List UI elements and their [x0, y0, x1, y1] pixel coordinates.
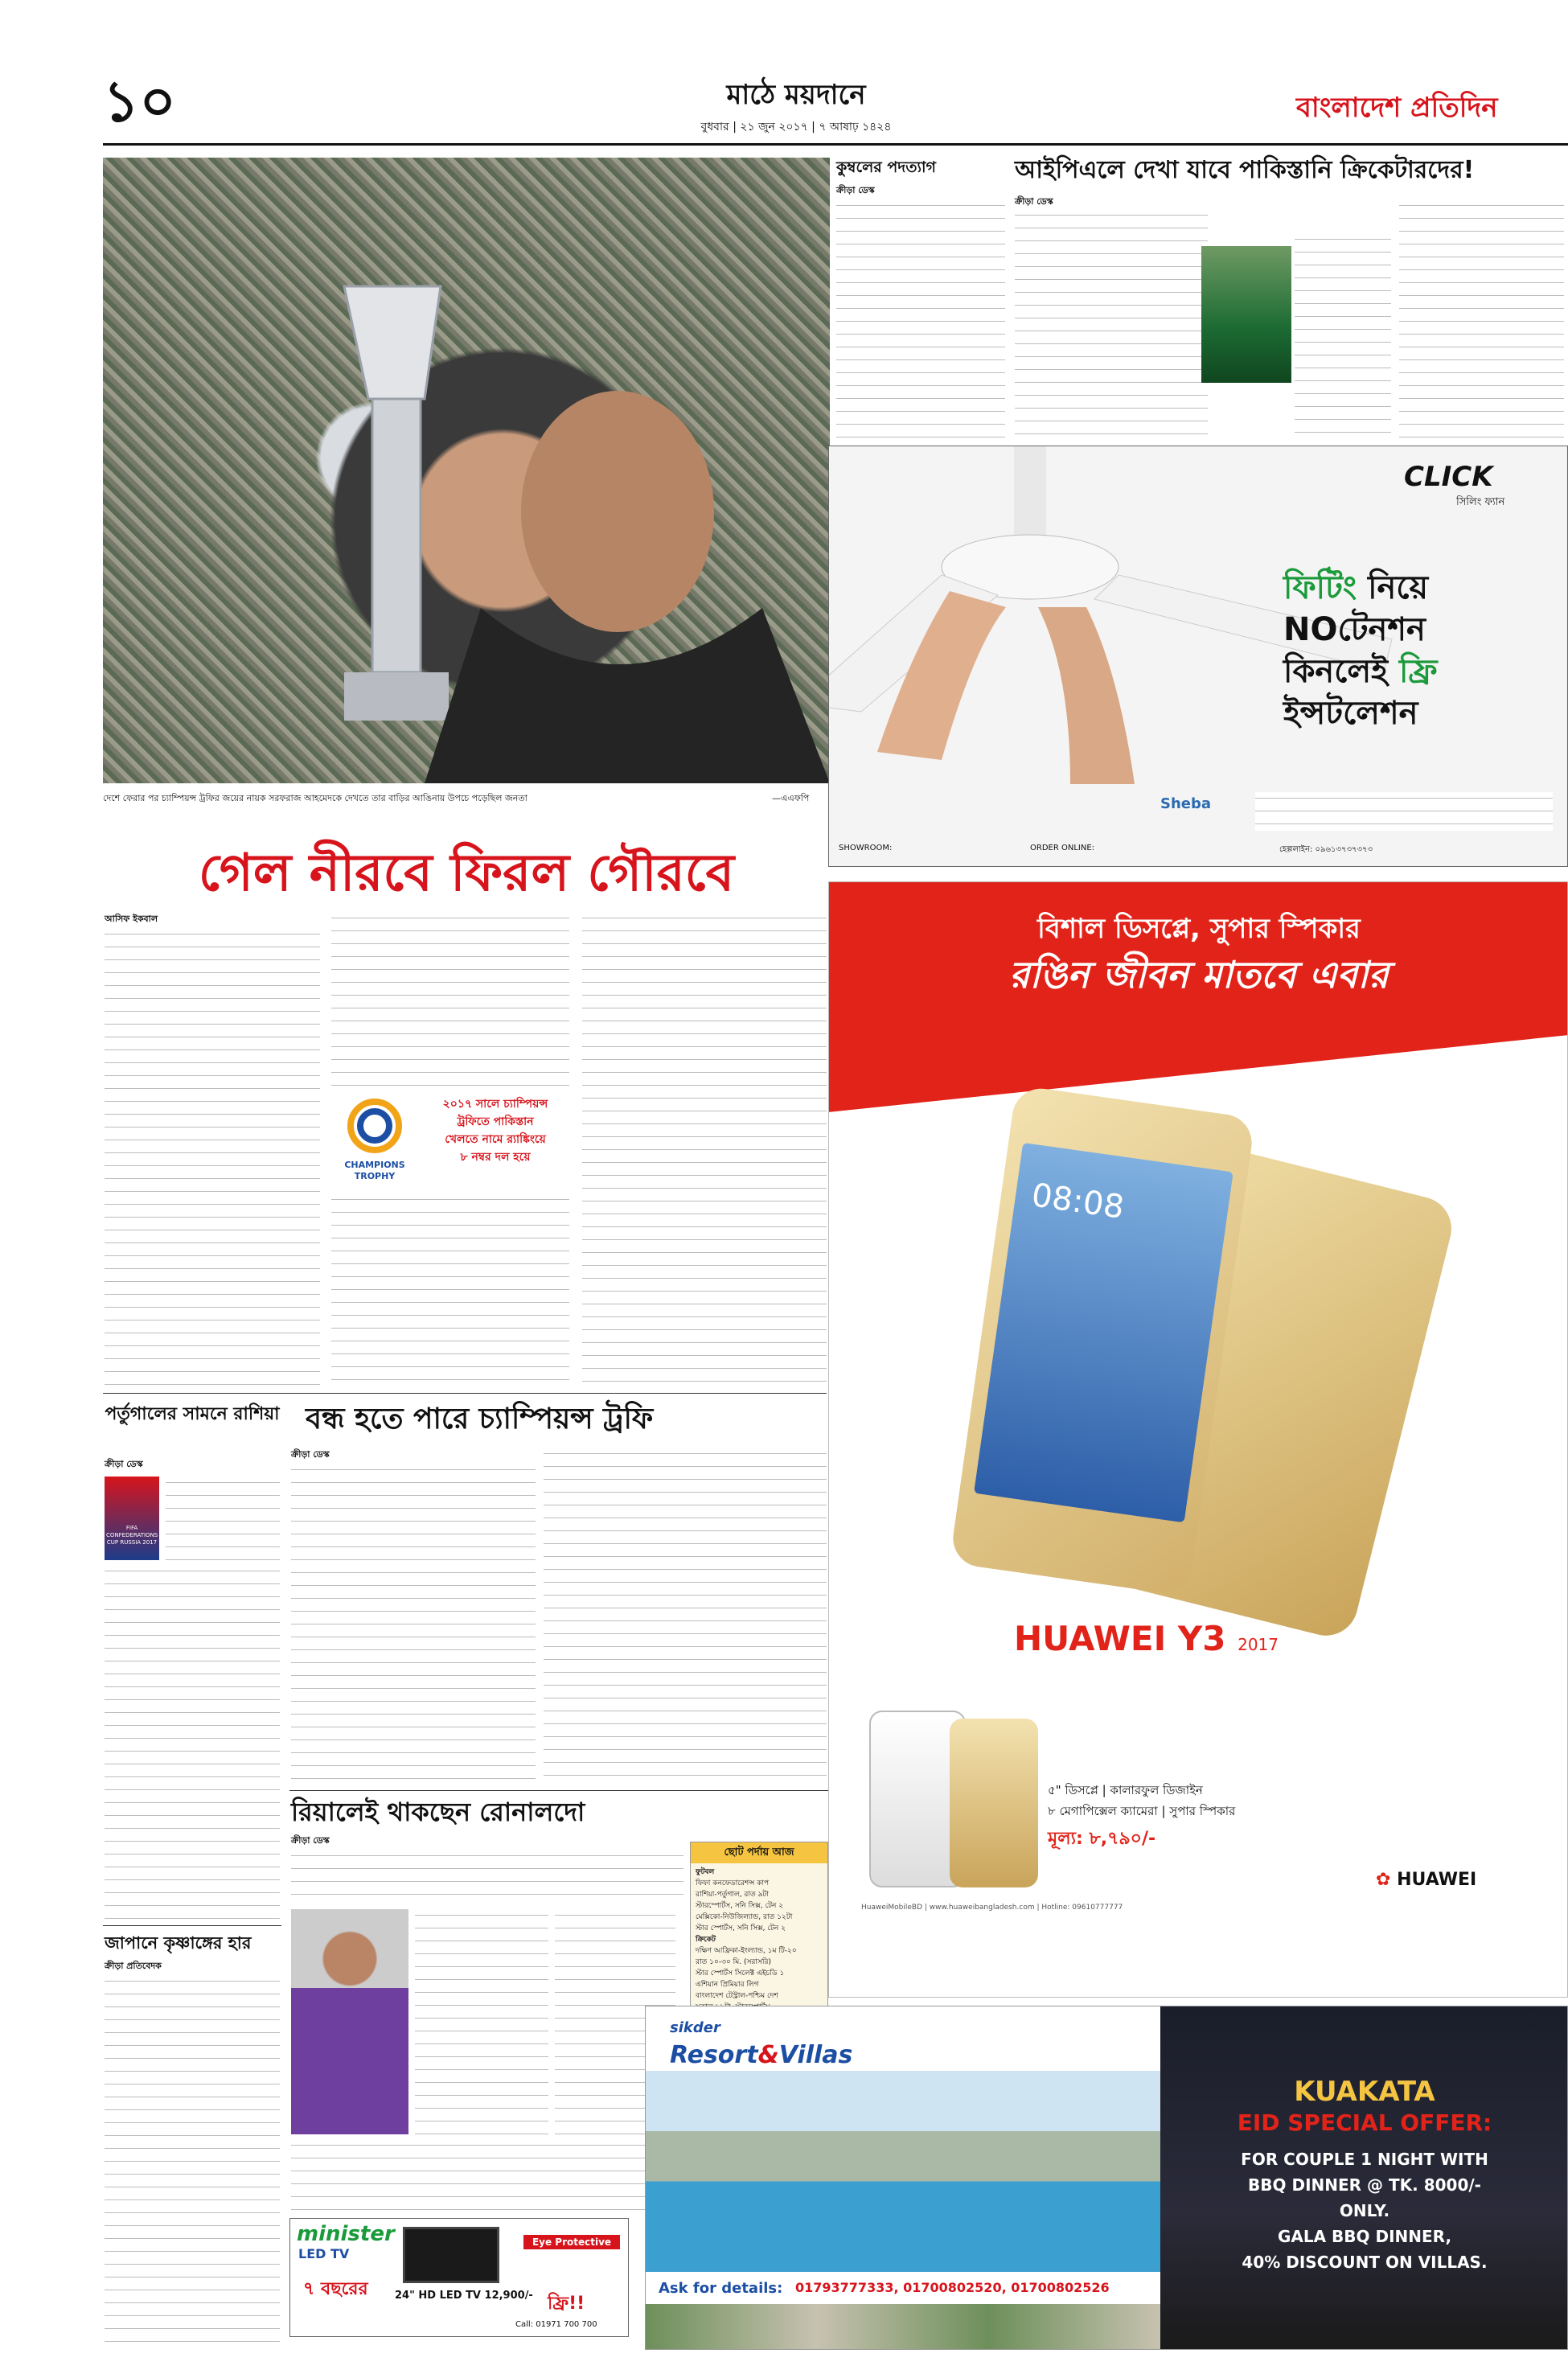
tv-line-8: দক্ষিণ আফ্রিকা-ইংল্যান্ড, ১ম টি-২০: [696, 1947, 797, 1955]
pullquote-line-3: খেলতে নামে র‌্যাঙ্কিংয়ে: [445, 1133, 546, 1146]
slogan-part-1: ফিটিং: [1283, 569, 1357, 606]
trophy-story-title: বন্ধ হতে পারে চ্যাম্পিয়ন্স ট্রফি: [306, 1403, 654, 1435]
ipl-body-col2: [1295, 233, 1391, 441]
confed-cup-logo: [105, 1477, 159, 1560]
tv-box-list: [691, 1863, 827, 2016]
minister-feature: Eye Protective: [523, 2235, 620, 2249]
kuakata-title: KUAKATA: [1294, 2076, 1435, 2108]
click-brand: CLICK: [1404, 461, 1493, 493]
main-pullquote: [421, 1095, 569, 1166]
ronaldo-title: রিয়ালেই থাকছেন রোনালদো: [291, 1797, 585, 1827]
tv-line-12: বাংলাদেশ টেস্ট্রাল-পশ্চিম দেশ: [696, 1992, 778, 2000]
ronaldo-byline: ক্রীড়া ডেস্ক: [291, 1835, 330, 1846]
phone-screen: [974, 1143, 1233, 1522]
tv-line-6: স্টার স্পোর্টস, সনি সিক্স, টেন ২: [696, 1924, 786, 1932]
champions-trophy-logo: [333, 1092, 417, 1187]
offer-line-4: GALA BBQ DINNER,: [1277, 2227, 1452, 2246]
portugal-body-a: [166, 1477, 280, 1560]
resort-ask: Ask for details:: [659, 2280, 783, 2297]
resort-villas-photo: [646, 2304, 1160, 2350]
slogan-part-5: কিনলেই: [1283, 653, 1388, 690]
confed-logo-text: FIFA CONFEDERATIONS CUP RUSSIA 2017: [106, 1525, 158, 1546]
huawei-brand-text: HUAWEI: [1397, 1870, 1477, 1890]
page-number: ১০: [103, 68, 176, 134]
huawei-headline-1: বিশাল ডিসপ্লে, সুপার স্পিকার: [1037, 913, 1361, 945]
click-slogan: [1283, 567, 1557, 734]
ipl-body-col1: [1015, 209, 1208, 441]
minister-tv-ad[interactable]: [289, 2218, 629, 2337]
sarfraz-photo: [103, 158, 830, 783]
huawei-flower-icon: ✿: [1376, 1870, 1398, 1890]
main-byline: আসিফ ইকবাল: [105, 914, 158, 924]
main-headline: গেল নীরবে ফিরল গৌরবে: [198, 843, 735, 903]
japan-byline: ক্রীড়া প্রতিবেদক: [105, 1961, 162, 1971]
small-phone-gold-icon: [950, 1719, 1038, 1887]
click-hotline: হেল্পলাইন: ০৯৬১৩৭৩৭৩৭৩: [1279, 845, 1373, 854]
huawei-model-year: 2017: [1238, 1635, 1279, 1654]
resort-brand-3: Villas: [778, 2041, 853, 2069]
photo-caption: দেশে ফেরার পর চ্যাম্পিয়ন্স ট্রফির জয়ের নায়ক সরফরাজ আহমেদকে দেখতে তার বাড়ির আঙিনায় উপচে পড়েছিল জনতা: [103, 793, 527, 803]
minister-tv-icon: [403, 2227, 499, 2283]
photo-credit: —এএফপি: [772, 793, 810, 803]
tv-box-title: ছোট পর্দায় আজ: [691, 1842, 827, 1863]
huawei-brand: [1376, 1870, 1476, 1890]
huawei-model: [1014, 1619, 1279, 1665]
click-sub: সিলিং ফ্যান: [1456, 496, 1505, 508]
resort-brand-1: sikder: [670, 2019, 720, 2036]
eid-offer-title: EID SPECIAL OFFER:: [1237, 2109, 1492, 2136]
sikder-resort-ad[interactable]: [645, 2006, 1568, 2350]
kumble-title: কুম্বলের পদত্যাগ: [836, 158, 936, 176]
huawei-spec-1: ৫" ডিসপ্লে | কালারফুল ডিজাইন: [1048, 1783, 1203, 1797]
portugal-title: পর্তুগালের সামনে রাশিয়া: [105, 1404, 280, 1424]
ronaldo-rule: [289, 1790, 828, 1791]
section-title: মাঠে ময়দানে: [726, 79, 866, 111]
slogan-part-4: টেনশন: [1337, 611, 1426, 648]
slogan-part-6: ফ্রি: [1398, 653, 1438, 690]
ipl-body-col3: [1399, 199, 1564, 441]
main-body-col3: [582, 912, 827, 1386]
tv-line-2: ফিফা কনফেডারেশন্স কাপ: [696, 1879, 770, 1887]
pakistan-players-photo: [1201, 246, 1291, 383]
huawei-price: মূল্য: ৮,৭৯০/-: [1048, 1829, 1156, 1849]
tv-line-10: স্টার স্পোর্টস সিলেক্ট এইচডি ১: [696, 1969, 785, 1978]
tv-line-9: রাত ১০-৩০ মি. (সরাসরি): [696, 1958, 771, 1966]
portugal-rule: [103, 1393, 827, 1394]
offer-line-3: ONLY.: [1339, 2201, 1390, 2220]
ipl-byline: ক্রীড়া ডেস্ক: [1015, 196, 1053, 207]
date-line: বুধবার | ২১ জুন ২০১৭ | ৭ আষাঢ় ১৪২৪: [700, 121, 892, 133]
japan-rule: [103, 1925, 281, 1926]
portugal-byline: ক্রীড়া ডেস্ক: [105, 1459, 143, 1469]
ronaldo-photo: [291, 1909, 408, 2134]
japan-title: জাপানে কৃষ্ণাঙ্গের হার: [105, 1933, 252, 1953]
ronaldo-intro: [291, 1850, 683, 1904]
kuakata-panel: [1160, 2006, 1568, 2350]
japan-body: [105, 1975, 280, 2345]
click-order: ORDER ONLINE:: [1030, 844, 1095, 852]
slogan-part-3: NO: [1283, 611, 1338, 648]
tv-line-7: ক্রিকেট: [696, 1936, 716, 1944]
main-body-col1: [105, 928, 320, 1386]
trophy-story-col2: [544, 1448, 827, 1784]
masthead-rule: [103, 143, 1568, 146]
ronaldo-col1: [415, 1909, 548, 2134]
huawei-y3-ad[interactable]: [828, 881, 1568, 1998]
portugal-body-b: [105, 1565, 280, 1919]
main-body-col2a: [331, 912, 569, 1086]
click-fineprint: [1255, 792, 1553, 831]
click-showroom: SHOWROOM:: [839, 844, 893, 852]
trophy-story-col1: [291, 1464, 536, 1784]
resort-brand-2: Resort: [670, 2041, 758, 2069]
slogan-part-7: ইন্সটলেশন: [1283, 695, 1418, 732]
minister-free: ফ্রি!!: [548, 2294, 585, 2314]
tv-line-1: ফুটবল: [696, 1868, 715, 1876]
minister-warranty: ৭ বছরের: [303, 2279, 368, 2299]
pullquote-line-1: ২০১৭ সালে চ্যাম্পিয়ন্স: [442, 1098, 548, 1111]
offer-line-5: 40% DISCOUNT ON VILLAS.: [1242, 2253, 1488, 2272]
offer-line-2: BBQ DINNER @ TK. 8000/-: [1248, 2175, 1481, 2195]
huawei-footer: HuaweiMobileBD | www.huaweibangladesh.com | Hotline: 09610777777: [861, 1904, 1123, 1912]
trophy-logo-text: CHAMPIONS TROPHY: [344, 1160, 405, 1181]
minister-call: Call: 01971 700 700: [515, 2320, 597, 2329]
phone-screen-time: 08:08: [1029, 1177, 1127, 1226]
trophy-story-byline: ক্রীড়া ডেস্ক: [291, 1449, 330, 1460]
pullquote-line-2: ট্রফিতে পাকিস্তান: [457, 1115, 534, 1128]
trophy-icon: [103, 158, 830, 783]
minister-product: LED TV: [298, 2246, 350, 2261]
huawei-spec-2: ৮ মেগাপিক্সেল ক্যামেরা | সুপার স্পিকার: [1048, 1804, 1236, 1818]
offer-line-1: FOR COUPLE 1 NIGHT WITH: [1241, 2150, 1488, 2169]
kumble-byline: ক্রীড়া ডেস্ক: [836, 185, 875, 195]
main-body-col2b: [331, 1193, 569, 1386]
minister-offer: 24" HD LED TV 12,900/-: [395, 2290, 533, 2302]
ipl-title: আইপিএলে দেখা যাবে পাকিস্তানি ক্রিকেটারদের!: [1015, 156, 1475, 184]
pullquote-line-4: ৮ নম্বর দল হয়ে: [460, 1151, 531, 1164]
sheba-logo: Sheba: [1160, 795, 1212, 812]
tv-line-3: রাশিয়া-পর্তুগাল, রাত ৯টা: [696, 1891, 769, 1899]
minister-brand: minister: [297, 2222, 395, 2246]
trophy-logo-icon: [333, 1092, 417, 1156]
tv-line-4: স্টারস্পোর্টস, সনি সিক্স, টেন ২: [696, 1902, 784, 1910]
eid-offer-lines: [1168, 2146, 1561, 2275]
huawei-model-name: HUAWEI Y3: [1014, 1619, 1226, 1658]
huawei-headline-2: রঙিন জীবন মাতবে এবার: [1009, 953, 1389, 996]
slogan-part-2: নিয়ে: [1368, 569, 1429, 606]
click-fan-ad[interactable]: [828, 446, 1568, 867]
tv-line-11: এশিয়ান প্রিমিয়ার লিগ: [696, 1981, 759, 1989]
brand-logo: [1296, 90, 1498, 125]
kumble-body: [836, 199, 1005, 441]
resort-pool-photo: [646, 2071, 1160, 2272]
brand-logo-text: বাংলাদেশ প্রতিদিন: [1296, 92, 1498, 124]
resort-phones: 01793777333, 01700802520, 01700802526: [795, 2280, 1110, 2295]
tv-line-5: মেক্সিকো-নিউজিল্যান্ড, রাত ১২টা: [696, 1913, 793, 1921]
resort-brand: sikder Resort&Villas: [670, 2019, 853, 2069]
